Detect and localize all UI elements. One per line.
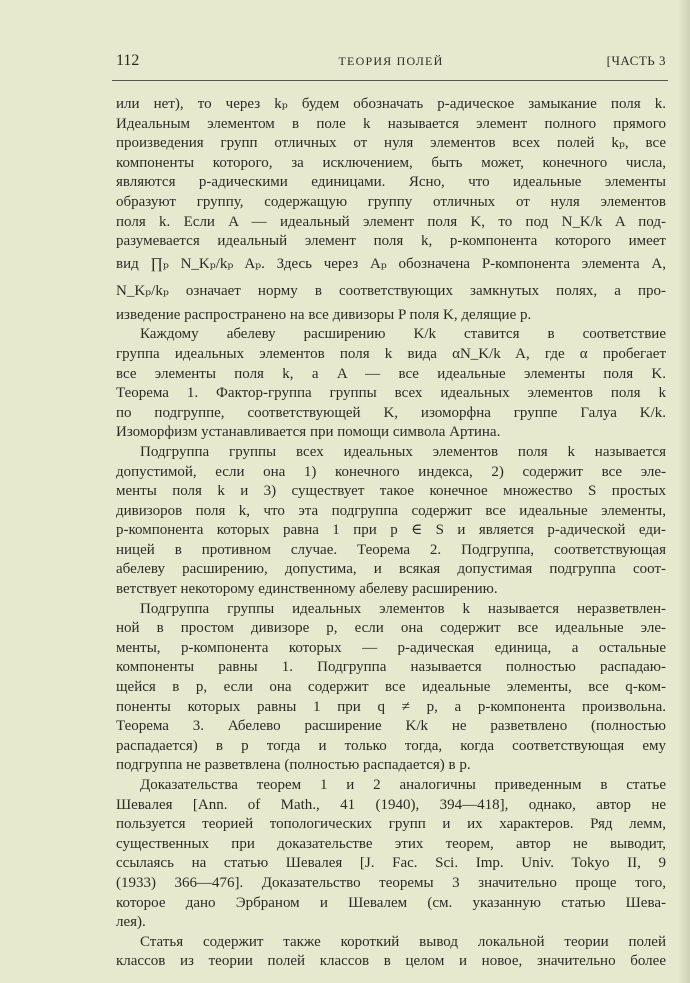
text-line: поненты которых равны 1 при q ≠ p, а p-компонента произвольна.: [116, 698, 666, 715]
running-title: ТЕОРИЯ ПОЛЕЙ: [338, 54, 444, 68]
text-line: или нет), то через kₚ будем обозначать p-адическое замыкание поля k.: [116, 96, 666, 112]
text-line: менты, p-компонента которых — p-адическая единица, а остальные: [116, 639, 666, 656]
text-line: Подгруппа группы всех идеальных элементов поля k называется: [140, 443, 666, 460]
text-line: компоненты которого, за исключением, быть может, конечного числа,: [116, 154, 666, 171]
text-line: которое дано Эрбраном и Шевалем (см. указанную статью Шева-: [116, 894, 666, 911]
running-header: [116, 52, 666, 74]
text-line: менты поля k и 3) существует такое конечное множество S простых: [116, 483, 666, 500]
text-line: щейся в p, если она содержит все идеальные элементы, все q-ком-: [116, 679, 666, 696]
text-line: Теорема 3. Абелево расширение K/k не разветвлено (полностью: [116, 718, 666, 735]
text-line: являются p-адическими единицами. Ясно, что идеальные элементы: [116, 174, 666, 191]
text-line: произведения групп отличных от нуля элементов всех полей kₚ, все: [116, 135, 666, 152]
text-line: классов из теории полей классов в целом и новое, значительно более: [116, 953, 666, 970]
text-line: дивизоров поля k, что эта подгруппа содержит все идеальные элементы,: [116, 502, 666, 519]
text-line: p-компонента которых равна 1 при p ∈ S и является p-адической еди-: [116, 522, 666, 539]
page-body-text: [116, 95, 666, 972]
text-line: Подгруппа группы идеальных элементов k называется неразветвлен-: [140, 600, 666, 617]
page-edge-shadow: [678, 0, 690, 983]
text-line: распадается) в p тогда и только тогда, когда соответствующая ему: [116, 737, 666, 754]
text-line: группа идеальных элементов поля k вида αN_K/k A, где α пробегает: [116, 345, 666, 362]
text-line: Каждому абелеву расширению K/k ставится в соответствие: [140, 326, 666, 343]
text-line: все элементы поля k, а A — все идеальные элементы поля K.: [116, 365, 666, 382]
text-line: подгруппа не разветвлена (полностью распадается) в p.: [116, 757, 471, 774]
text-line: Изоморфизм устанавливается при помощи символа Артина.: [116, 424, 501, 441]
text-line: допустимой, если она 1) конечного индекса, 2) содержит все эле-: [116, 463, 666, 480]
text-line: вид ∏ₚ N_Kₚ/kₚ Aₚ. Здесь через Aₚ обозначена P-компонента элемента A,: [116, 255, 666, 272]
text-line: Шевалея [Ann. of Math., 41 (1940), 394—418], однако, автор не: [116, 796, 666, 813]
text-line: N_Kₚ/kₚ означает норму в соответствующих замкнутых полях, а про-: [116, 282, 666, 299]
text-line: абелеву расширению, допустима, и всякая допустимая подгруппа соот-: [116, 561, 666, 578]
text-line: поля k. Если A — идеальный элемент поля K, то под N_K/k A под-: [116, 213, 666, 230]
text-line: изведение распространено на все дивизоры P поля K, делящие p.: [116, 306, 532, 323]
text-line: ницей в противном случае. Теорема 2. Подгруппа, соответствующая: [116, 541, 666, 558]
text-line: по подгруппе, соответствующей K, изоморфна группе Галуа K/k.: [116, 404, 666, 421]
text-line: существенных при доказательстве этих теорем, автор не выводит,: [116, 835, 666, 852]
text-line: ной в простом дивизоре p, если она содержит все идеальные эле-: [116, 620, 666, 637]
text-line: разумевается идеальный элемент поля k, p-компонента которого имеет: [116, 233, 666, 250]
text-line: пользуется теорией топологических групп и их характеров. Ряд лемм,: [116, 816, 666, 833]
text-line: (1933) 366—476]. Доказательство теоремы 3 значительно проще того,: [116, 874, 666, 891]
text-line: Теорема 1. Фактор-группа группы всех идеальных элементов поля k: [116, 385, 666, 402]
header-rule: [112, 80, 668, 81]
text-line: Статья содержит также короткий вывод локальной теории полей: [140, 933, 666, 950]
text-line: ссылаясь на статью Шевалея [J. Fac. Sci. Imp. Univ. Tokyo II, 9: [116, 855, 666, 872]
text-line: компоненты равны 1. Подгруппа называется полностью распадаю-: [116, 659, 666, 676]
text-line: Идеальным элементом в поле k называется элемент полного прямого: [116, 115, 666, 132]
page-number: 112: [116, 52, 140, 69]
text-line: Доказательства теорем 1 и 2 аналогичны приведенным в статье: [140, 777, 666, 793]
part-label: [ЧАСТЬ 3: [606, 53, 666, 68]
text-line: лея).: [116, 914, 146, 931]
text-line: образуют группу, содержащую группу отличных от нуля элементов: [116, 193, 666, 210]
text-line: ветствует некоторому единственному абелеву расширению.: [116, 581, 498, 598]
